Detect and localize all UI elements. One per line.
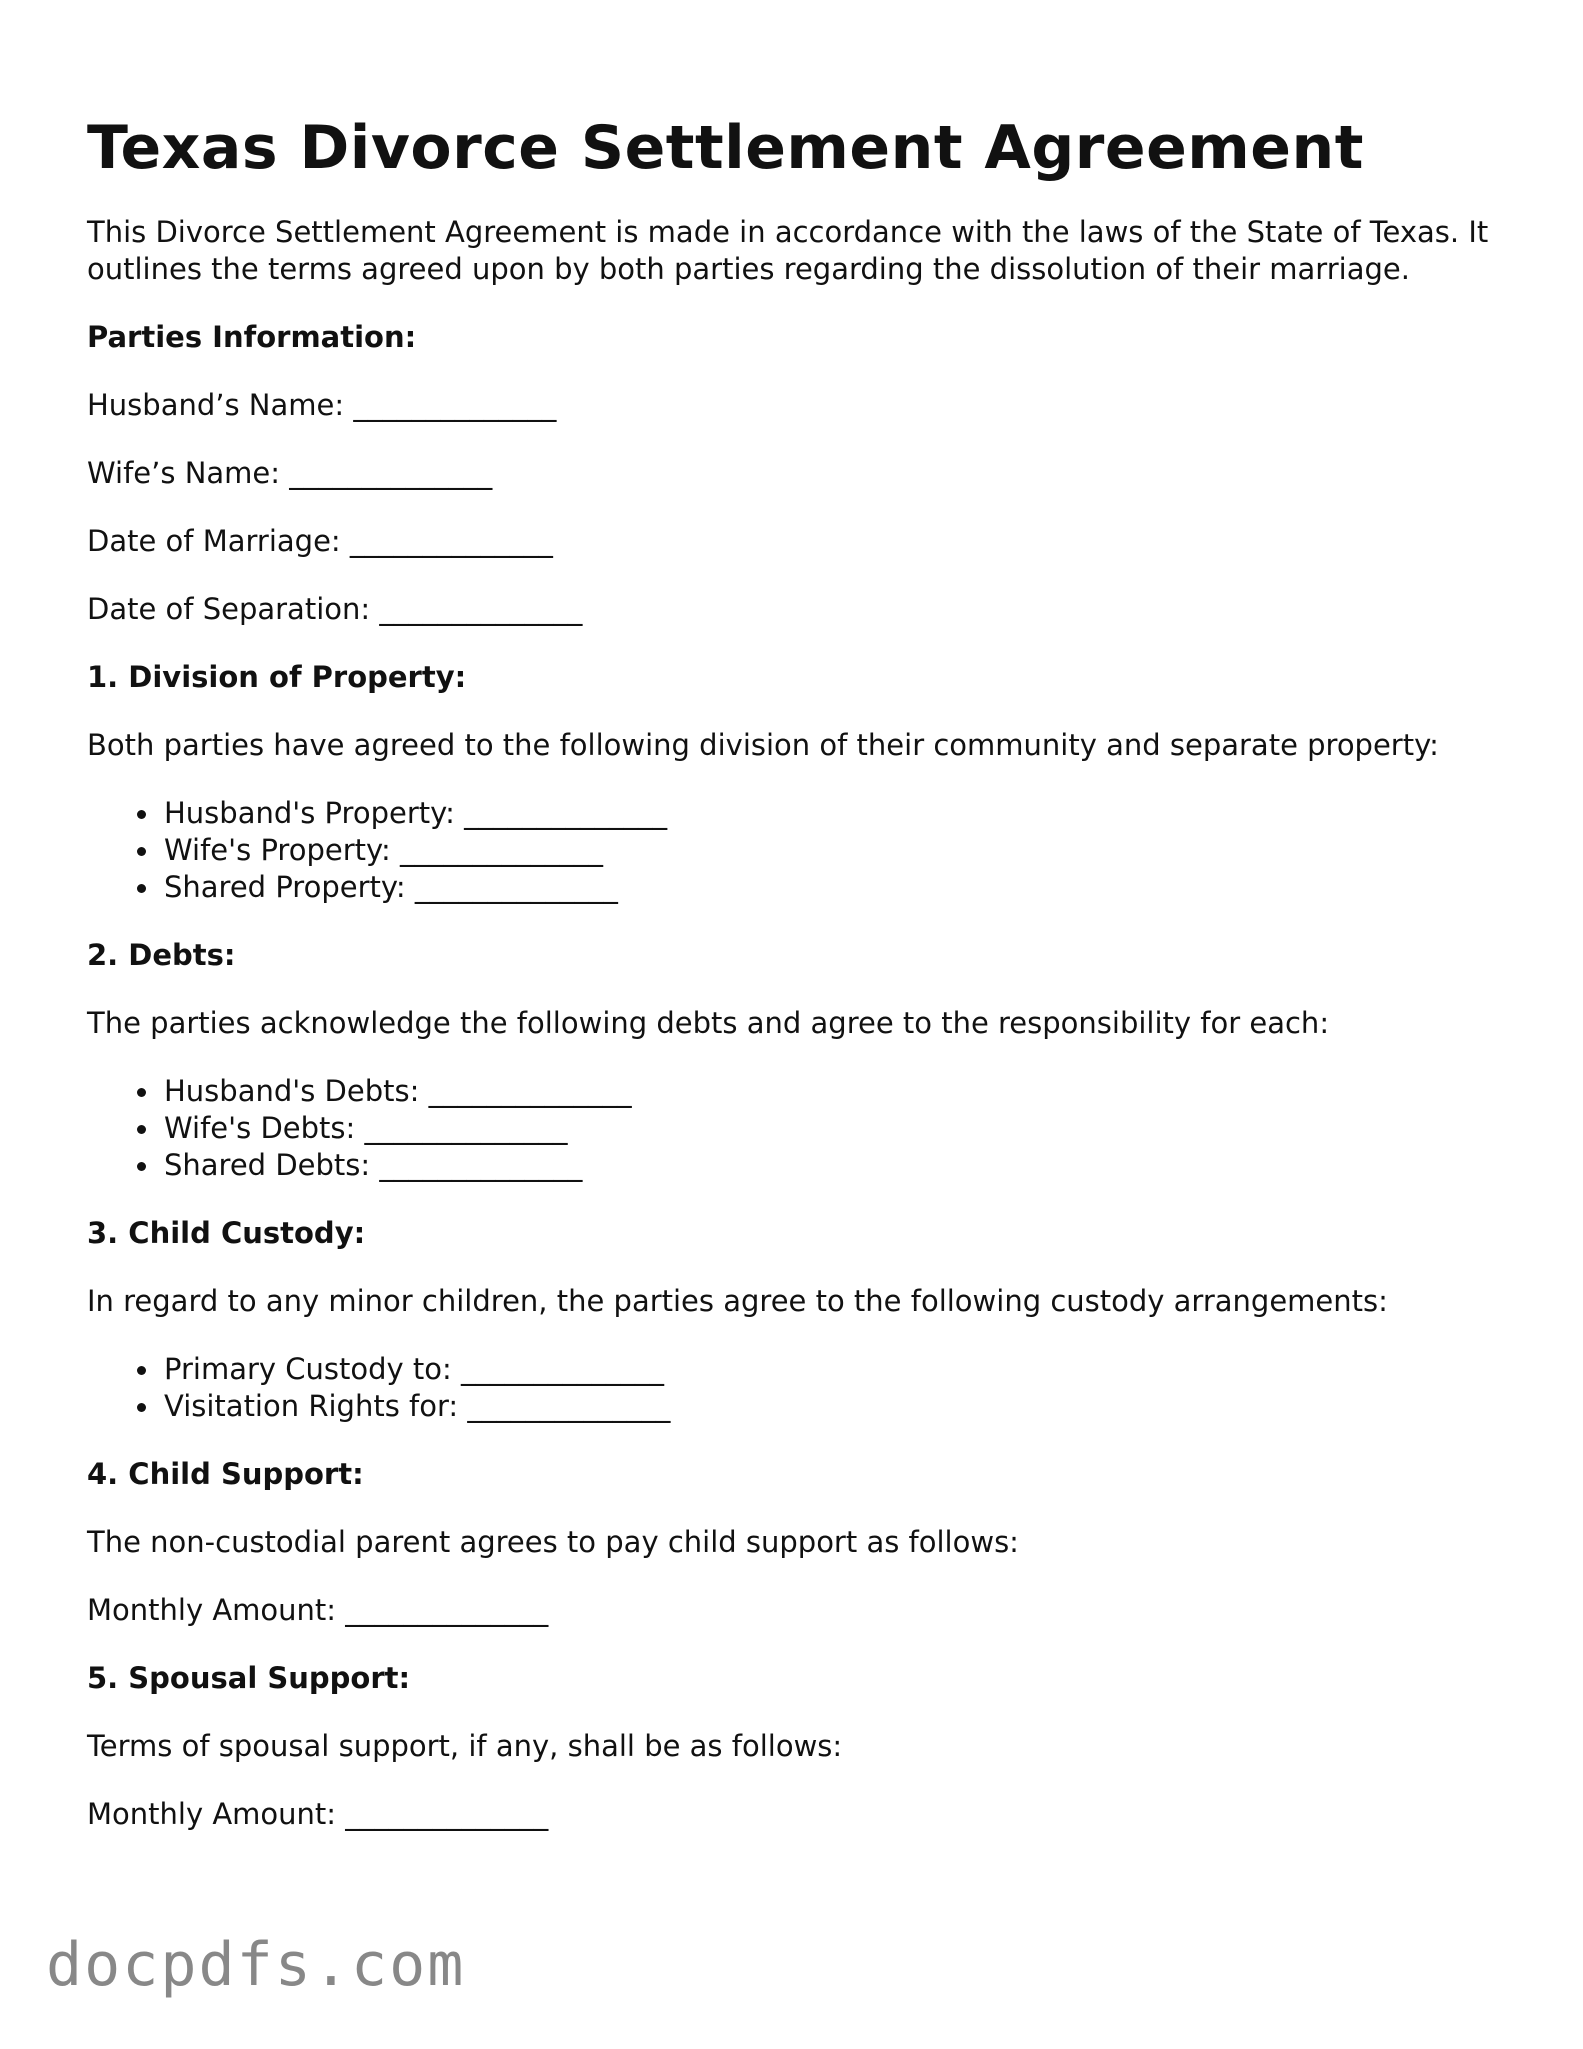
watermark: docpdfs.com [46,1930,466,2000]
property-list [87,795,1507,906]
list-item: Shared Property: ______________ [164,869,1507,906]
list-item: Wife's Debts: ______________ [164,1110,1507,1147]
husband-name-field: Husband’s Name: ______________ [87,388,557,422]
spousal-support-text: Terms of spousal support, if any, shall be as follows: [87,1729,843,1763]
parties-heading: Parties Information: [87,320,417,354]
date-of-marriage-field: Date of Marriage: ______________ [87,524,553,558]
custody-list [87,1351,1507,1425]
debts-text: The parties acknowledge the following debts and agree to the responsibility for each: [87,1006,1330,1040]
spousal-support-heading: 5. Spousal Support: [87,1661,411,1695]
list-item: Primary Custody to: ______________ [164,1351,1507,1388]
intro-paragraph: This Divorce Settlement Agreement is made in accordance with the laws of the State of Texas. It outlines the terms agreed upon by both parties regarding the dissolution of their marriage. [87,215,1489,286]
child-support-heading: 4. Child Support: [87,1457,364,1491]
document-title: Texas Divorce Settlement Agreement [87,113,1364,183]
custody-heading: 3. Child Custody: [87,1216,366,1250]
list-item: Visitation Rights for: ______________ [164,1388,1507,1425]
debts-list [87,1073,1507,1184]
debts-heading: 2. Debts: [87,938,236,972]
list-item: Shared Debts: ______________ [164,1147,1507,1184]
property-heading: 1. Division of Property: [87,660,467,694]
child-support-text: The non-custodial parent agrees to pay child support as follows: [87,1525,1019,1559]
custody-text: In regard to any minor children, the parties agree to the following custody arrangements: [87,1284,1388,1318]
date-of-separation-field: Date of Separation: ______________ [87,592,583,626]
list-item: Husband's Debts: ______________ [164,1073,1507,1110]
child-support-amount-field: Monthly Amount: ______________ [87,1593,549,1627]
wife-name-field: Wife’s Name: ______________ [87,456,493,490]
list-item: Wife's Property: ______________ [164,832,1507,869]
document-page [87,108,1507,1864]
list-item: Husband's Property: ______________ [164,795,1507,832]
property-text: Both parties have agreed to the following division of their community and separate property: [87,728,1439,762]
spousal-support-amount-field: Monthly Amount: ______________ [87,1797,549,1831]
